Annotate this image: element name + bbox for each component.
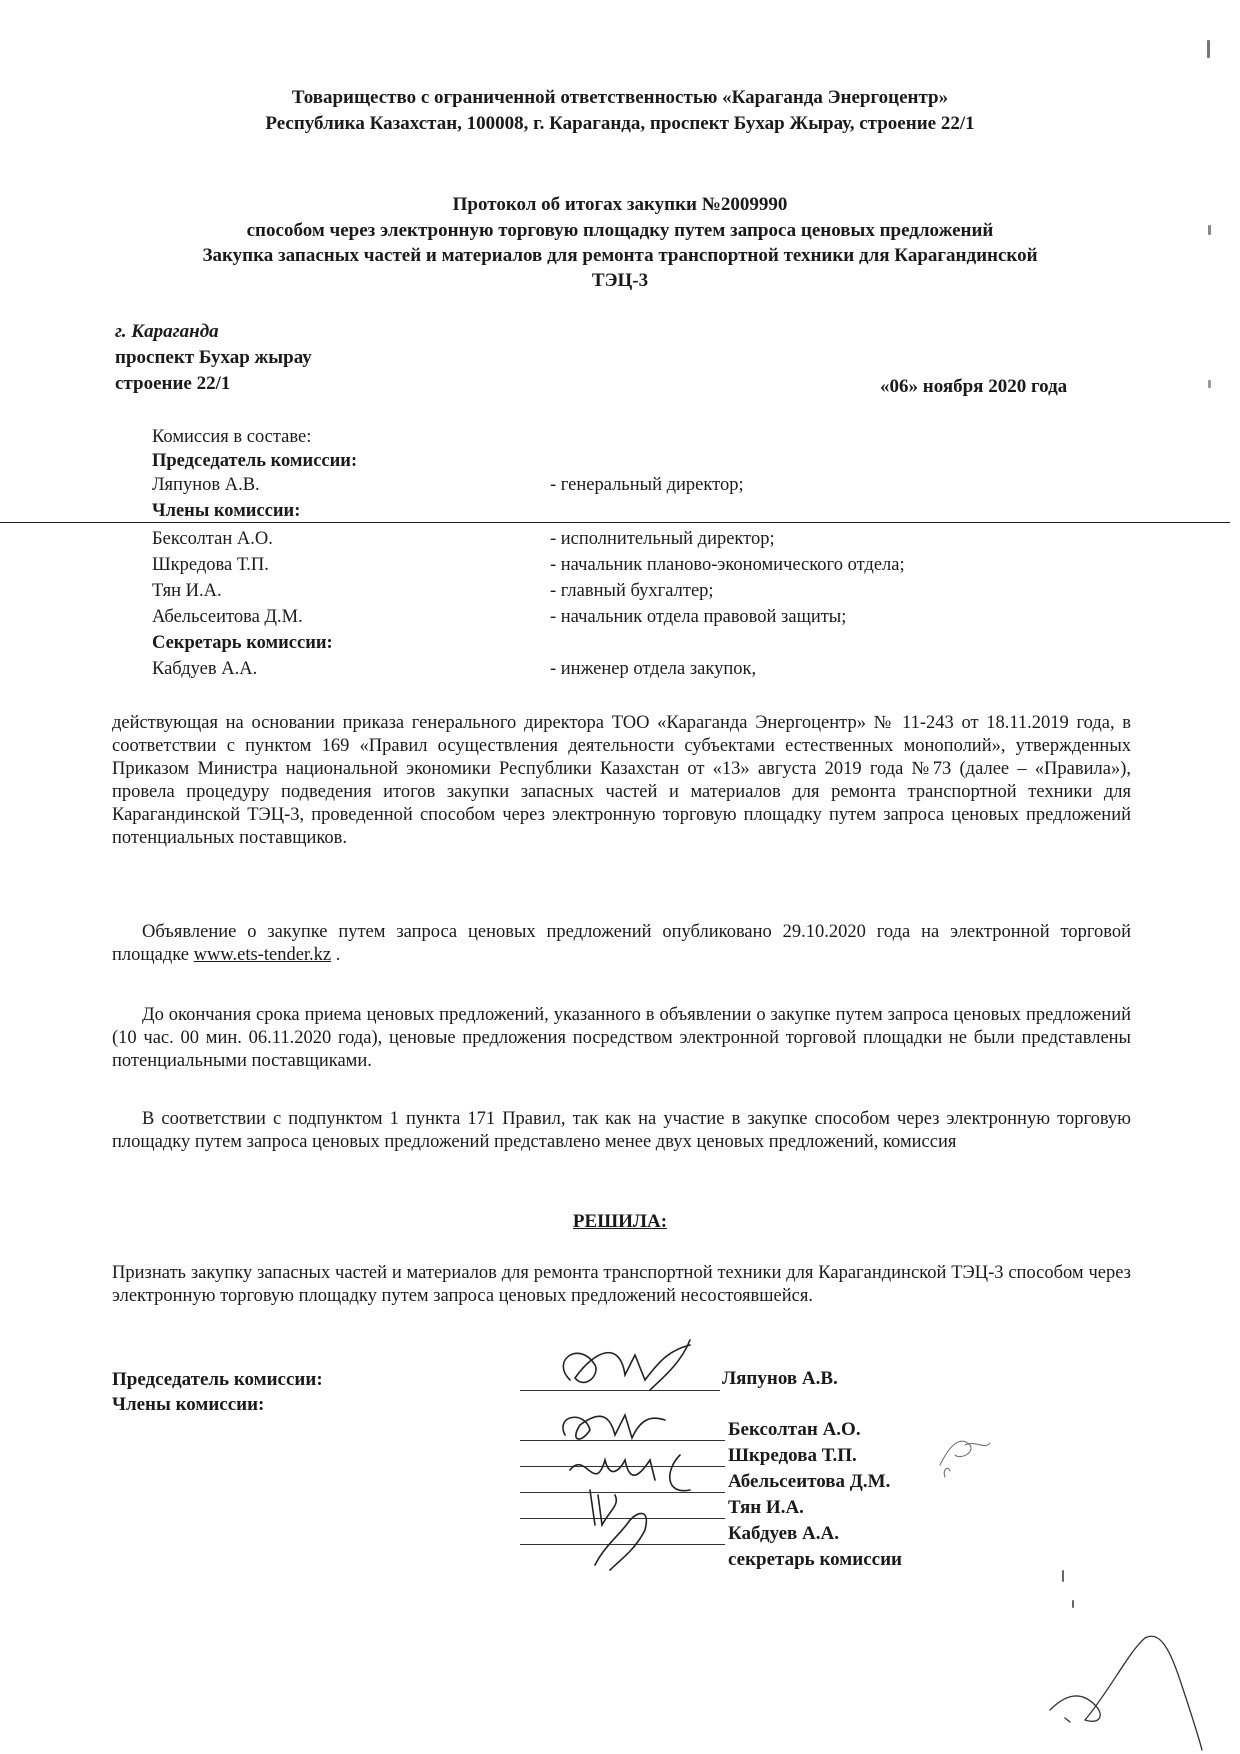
sign-chair-label: Председатель комиссии: [112, 1369, 323, 1390]
protocol-subject: Закупка запасных частей и материалов для ремонта транспортной техники для Карагандинской [202, 245, 1038, 266]
chair-heading: Председатель комиссии: [152, 451, 358, 471]
signature-stroke [570, 1460, 655, 1480]
scan-speck [1208, 380, 1211, 388]
decision-text: Признать закупку запасных частей и материалов для ремонта транспортной техники для Карагандинской ТЭЦ-3 способом через электронную торговую площадку путем запроса ценовых предложений несостоявшейся. [112, 1263, 1131, 1306]
sign-members-label: Члены комиссии: [112, 1394, 265, 1415]
protocol-date: «06» ноября 2020 года [880, 376, 1068, 397]
scan-speck [1072, 1600, 1074, 1608]
member-name: Тян И.А. [152, 581, 222, 601]
signature-stroke [595, 1513, 646, 1570]
sign-chair-name: Ляпунов А.В. [722, 1368, 838, 1389]
protocol-title: Протокол об итогах закупки №2009990 [452, 194, 788, 215]
protocol-subject-end: ТЭЦ-3 [591, 270, 649, 291]
secretary-role: - инженер отдела закупок, [550, 659, 757, 679]
member-role: - главный бухгалтер; [550, 581, 714, 601]
initials-mark [930, 1425, 1000, 1485]
place-city: г. Караганда [115, 321, 219, 342]
handwritten-signatures [540, 1320, 740, 1580]
sign-member-name: Тян И.А. [728, 1497, 804, 1518]
paragraph-deadline: До окончания срока приема ценовых предложений, указанного в объявлении о закупке путем запроса ценовых предложений (10 час. 00 мин. 06.11.2020 года), ценовые предложения посредством электронной торговой площадки не были представлены потенциальными поставщиками. [112, 1005, 1131, 1071]
announcement-end: . [331, 945, 341, 965]
paragraph-announcement [112, 921, 1131, 967]
signature-stroke [563, 1415, 665, 1439]
chair-name: Ляпунов А.В. [152, 475, 260, 495]
org-name: Товарищество с ограниченной ответственностью «Караганда Энергоцентр» [291, 87, 949, 108]
signature-stroke [670, 1455, 690, 1491]
org-address: Республика Казахстан, 100008, г. Караганда, проспект Бухар Жырау, строение 22/1 [265, 113, 975, 134]
sign-member-name: Бексолтан А.О. [728, 1419, 861, 1440]
commission-intro: Комиссия в составе: [152, 427, 312, 447]
decision-heading: РЕШИЛА: [572, 1211, 668, 1232]
member-role: - начальник отдела правовой защиты; [550, 607, 847, 627]
horizontal-rule [0, 522, 1230, 523]
ets-tender-link[interactable]: www.ets-tender.kz [193, 945, 332, 965]
sign-member-name: Шкредова Т.П. [728, 1445, 857, 1466]
paragraph-basis: действующая на основании приказа генерального директора ТОО «Караганда Энергоцентр» № 11-243 от 18.11.2019 года, в соответствии с пунктом 169 «Правил осуществления деятельности субъектами естественных монополий», утвержденных Приказом Министра национальной экономики Республики Казахстан от «13» августа 2019 года №73 (далее – «Правила»), провела процедуру подведения итогов закупки запасных частей и материалов для ремонта транспортной техники для Карагандинской ТЭЦ-3, проведенной способом через электронную торговую площадку путем запроса ценовых предложений потенциальных поставщиков. [112, 713, 1131, 848]
paragraph-grounds: В соответствии с подпунктом 1 пункта 171 Правил, так как на участие в закупке способом через электронную торговую площадку путем запроса ценовых предложений представлено менее двух ценовых предложений, комиссия [112, 1109, 1131, 1152]
sign-member-name: Кабдуев А.А. [728, 1523, 839, 1544]
place-building: строение 22/1 [115, 373, 231, 394]
member-name: Шкредова Т.П. [152, 555, 269, 575]
sign-member-name: Абельсеитова Д.М. [728, 1471, 891, 1492]
sign-secretary-caption: секретарь комиссии [728, 1549, 902, 1570]
signature-stroke [563, 1345, 690, 1382]
protocol-method: способом через электронную торговую площадку путем запроса ценовых предложений [246, 220, 994, 241]
members-heading: Члены комиссии: [152, 501, 301, 521]
scan-speck [1062, 1570, 1064, 1582]
place-street: проспект Бухар жырау [115, 347, 312, 368]
chair-role: - генеральный директор; [550, 475, 744, 495]
member-name: Бексолтан А.О. [152, 529, 273, 549]
announcement-text: Объявление о закупке путем запроса ценовых предложений опубликовано 29.10.2020 года на электронной торговой площадке [112, 922, 1131, 965]
signature-stroke [590, 1490, 616, 1525]
secretary-heading: Секретарь комиссии: [152, 633, 333, 653]
pen-mark [1040, 1610, 1220, 1754]
member-role: - начальник планово-экономического отдела; [550, 555, 905, 575]
secretary-name: Кабдуев А.А. [152, 659, 258, 679]
member-name: Абельсеитова Д.М. [152, 607, 303, 627]
scan-speck [1208, 225, 1211, 235]
member-role: - исполнительный директор; [550, 529, 775, 549]
scan-speck [1207, 40, 1210, 58]
